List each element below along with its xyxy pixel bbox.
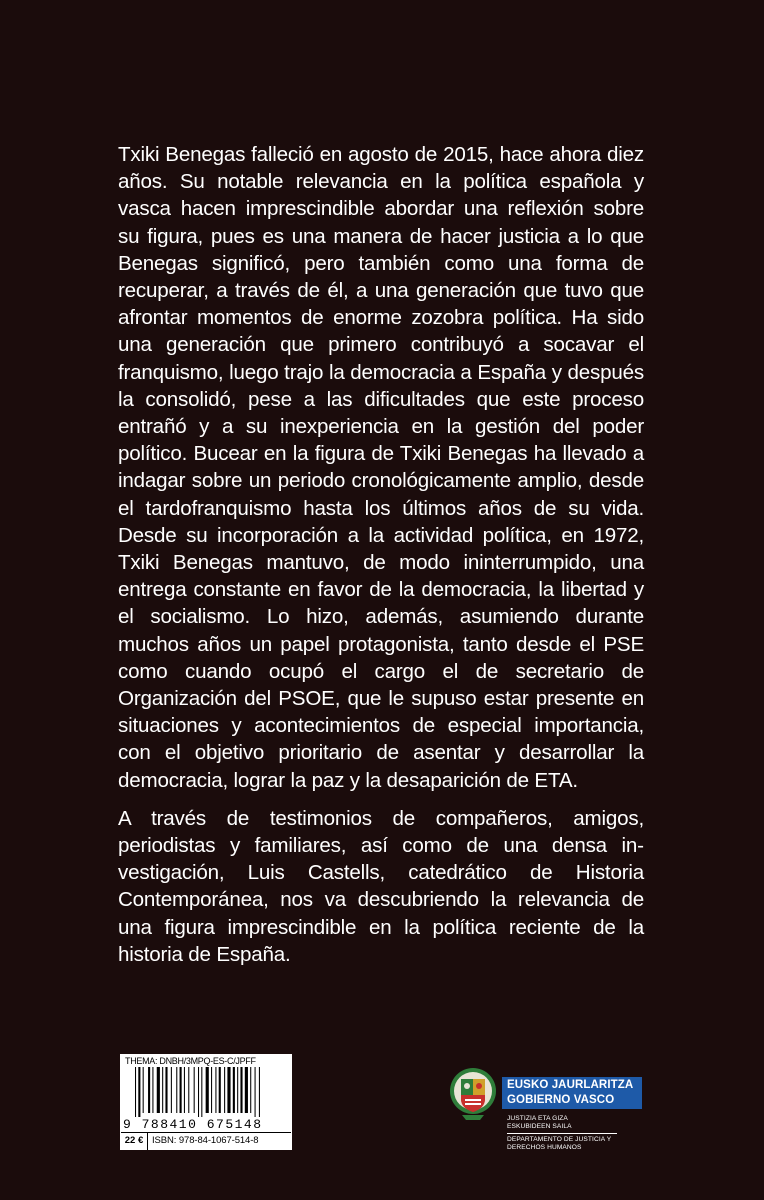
basque-coat-of-arms-icon [448, 1065, 498, 1123]
barcode-bar [194, 1067, 195, 1113]
barcode-bar [227, 1067, 230, 1113]
barcode-bar [171, 1067, 172, 1113]
barcode-bar [165, 1067, 167, 1113]
department-basque-line-1: JUSTIZIA ETA GIZA [507, 1115, 568, 1122]
price-label: 22 € [121, 1133, 148, 1150]
publisher-name-spanish: GOBIERNO VASCO [507, 1094, 615, 1106]
barcode-bar [206, 1067, 209, 1113]
barcode-bar [219, 1067, 221, 1113]
barcode-bar [148, 1067, 150, 1113]
barcode-bar [143, 1067, 144, 1113]
barcode-bar [224, 1067, 225, 1113]
publisher-name-basque: EUSKO JAURLARITZA [507, 1079, 634, 1091]
barcode-bar [201, 1067, 202, 1117]
publisher-name-band [502, 1077, 642, 1109]
barcode-bar [198, 1067, 199, 1117]
barcode-bar [240, 1067, 242, 1113]
barcode-bar [211, 1067, 212, 1113]
barcode-bar [215, 1067, 216, 1113]
barcode-bar [259, 1067, 260, 1117]
barcode-bar [184, 1067, 185, 1113]
barcode-bar [162, 1067, 163, 1113]
barcode-bar [152, 1067, 153, 1113]
thema-code: THEMA: DNBH/3MPQ-ES-C/JPFF [125, 1056, 256, 1066]
department-basque-line-2: ESKUBIDEEN SAILA [507, 1123, 572, 1130]
department-spanish-line-1: DEPARTAMENTO DE JUSTICIA Y [507, 1136, 612, 1143]
barcode-bar [250, 1067, 251, 1113]
blurb-paragraph-2: A través de testimonios de compañeros, amigos, periodistas y familiares, así como de una densa investigación, Luis Castells, catedrático de Historia Contemporánea, nos va descubriendo la relevancia de una figura imprescindible en la política reciente de la historia de España. [118, 806, 644, 966]
barcode-bar [237, 1067, 238, 1113]
blurb-paragraph-1: Txiki Benegas falleció en agosto de 2015, hace ahora diez años. Su notable relevancia en la política española y vasca hacen imprescindible abordar una reflexión sobre su figura, pues es una manera de hacer justicia a lo que Benegas significó, pero también como una forma de recuperar, a través de él, a una generación que tuvo que afrontar momentos de enorme zozobra política. Ha sido una generación que primero contribuyó a socavar el franquismo, luego trajo la democracia a España y después la consolidó, pese a las dificultades que este proceso entrañó y a su inexperiencia en la gestión del poder político. Bucear en la figura de Txiki Benegas ha llevado a indagar sobre un periodo cronológicamente amplio, desde el tardofranquismo hasta los últimos años de su vida. Desde su incorporación a la actividad política, en 1972, Txiki Benegas mantuvo, de modo ininterrumpido, una entrega constante en favor de la democracia, la libertad y el socialismo. Lo hizo, además, asumiendo durante muchos años un papel protagonista, tanto desde el PSE como cuando ocupó el cargo el de secretario de Organización del PSOE, que le supuso estar presente en situaciones y acontecimientos de especial importancia, con el objetivo prioritario de asentar y desarrollar la democracia, lograr la paz y la desaparición de ETA. [118, 143, 644, 792]
department-spanish-line-2: DERECHOS HUMANOS [507, 1144, 582, 1151]
barcode-bar [176, 1067, 177, 1113]
barcode-bar [188, 1067, 189, 1113]
department-basque [507, 1115, 572, 1131]
barcode-bar [255, 1067, 256, 1117]
ean-number: 9 788410 675148 [123, 1117, 263, 1132]
isbn-label: ISBN: 978-84-1067-514-8 [152, 1135, 259, 1146]
barcode-icon [135, 1067, 285, 1117]
barcode-bar [138, 1067, 140, 1117]
department-spanish [507, 1136, 611, 1152]
barcode-bar [245, 1067, 248, 1113]
barcode-bar [180, 1067, 182, 1113]
barcode-bar [233, 1067, 235, 1113]
barcode-label [120, 1054, 292, 1150]
back-cover-blurb [118, 141, 644, 979]
department-divider [507, 1133, 617, 1134]
price-isbn-row [121, 1132, 291, 1150]
publisher-logo [448, 1065, 648, 1155]
barcode-bar [135, 1067, 136, 1117]
barcode-bar [157, 1067, 160, 1113]
